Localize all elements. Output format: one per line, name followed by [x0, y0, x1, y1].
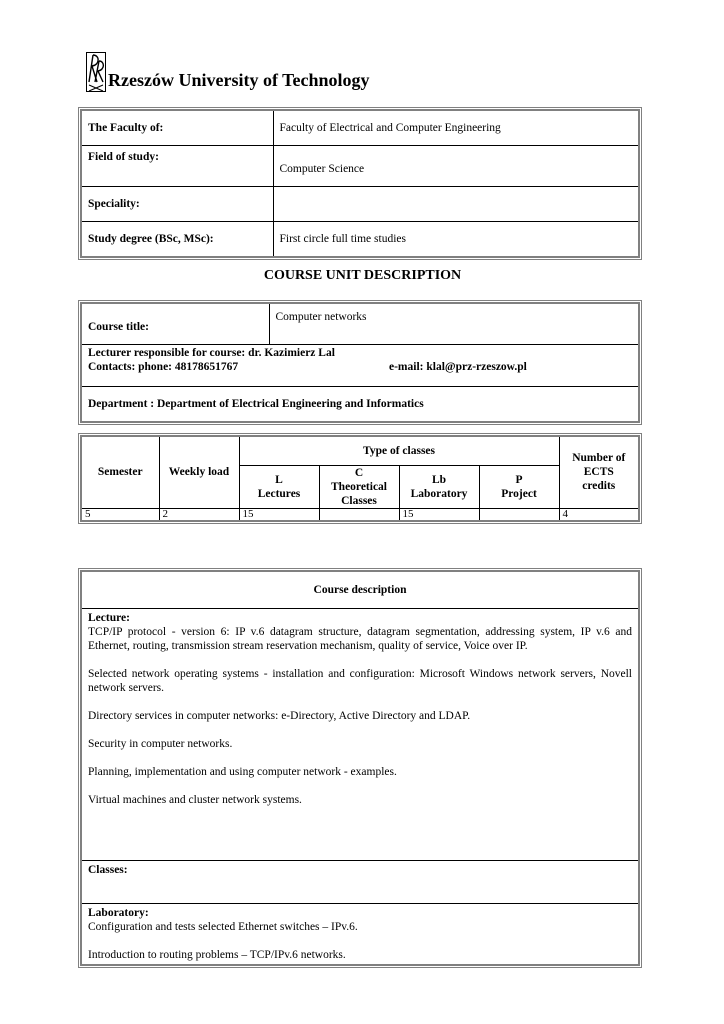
- section-title: COURSE UNIT DESCRIPTION: [263, 268, 462, 283]
- lecturer-row: [81, 345, 639, 387]
- speciality-value: [273, 187, 639, 222]
- lecturer-line: Lecturer responsible for course: dr. Kazimierz Lal: [88, 347, 335, 359]
- university-logo-icon: [86, 52, 106, 92]
- lecture-paragraph: Virtual machines and cluster network systems.: [88, 794, 302, 806]
- department-line: Department : Department of Electrical Engineering and Informatics: [81, 387, 639, 423]
- field-value: Computer Science: [273, 146, 639, 187]
- lecture-paragraph: Planning, implementation and using computer network - examples.: [88, 766, 397, 778]
- lecture-cell: [81, 609, 639, 861]
- classes-header-row-1: [81, 436, 639, 465]
- laboratory-label: Laboratory:: [88, 907, 149, 919]
- email-line: e-mail: klal@prz-rzeszow.pl: [389, 361, 527, 373]
- classes-table: [80, 435, 640, 522]
- classes-row: [81, 861, 639, 904]
- classes-label: Classes:: [81, 861, 639, 904]
- course-description-table: [80, 570, 640, 966]
- project-header: P Project: [479, 465, 559, 508]
- semester-value: 5: [81, 508, 159, 521]
- theoretical-classes-value: [319, 508, 399, 521]
- lecture-paragraph: Directory services in computer networks: e-Directory, Active Directory and LDAP.: [88, 710, 471, 722]
- contacts-line-wrap: [88, 360, 632, 374]
- field-label: Field of study:: [81, 146, 273, 187]
- course-title-row: [81, 303, 639, 345]
- faculty-info-table: [80, 109, 640, 258]
- degree-row: [81, 222, 639, 258]
- faculty-value: Faculty of Electrical and Computer Engineering: [273, 110, 639, 146]
- semester-header: Semester: [81, 436, 159, 508]
- course-info-table: [80, 302, 640, 423]
- lecture-row: [81, 609, 639, 861]
- theoretical-classes-header: C Theoretical Classes: [319, 465, 399, 508]
- description-header: Course description: [81, 571, 639, 609]
- faculty-label: The Faculty of:: [81, 110, 273, 146]
- laboratory-row: [81, 904, 639, 966]
- weekly-load-value: 2: [159, 508, 239, 521]
- faculty-row: [81, 110, 639, 146]
- ects-value: 4: [559, 508, 639, 521]
- lectures-header: L Lectures: [239, 465, 319, 508]
- course-title-value: Computer networks: [269, 303, 639, 345]
- description-header-row: [81, 571, 639, 609]
- laboratory-paragraph: Introduction to routing problems – TCP/IPv.6 networks.: [88, 949, 346, 961]
- course-title-label: Course title:: [81, 303, 269, 345]
- degree-label: Study degree (BSc, MSc):: [81, 222, 273, 258]
- speciality-row: [81, 187, 639, 222]
- speciality-label: Speciality:: [81, 187, 273, 222]
- page-header: [86, 48, 369, 92]
- lecture-paragraph: Selected network operating systems - installation and configuration: Microsoft Windows network servers, Novell network servers.: [88, 668, 632, 694]
- laboratory-header: Lb Laboratory: [399, 465, 479, 508]
- lecture-label: Lecture:: [88, 612, 130, 624]
- lecturer-cell: [81, 345, 639, 387]
- ects-header: Number of ECTS credits: [559, 436, 639, 508]
- field-row: [81, 146, 639, 187]
- department-row: [81, 387, 639, 423]
- weekly-load-header: Weekly load: [159, 436, 239, 508]
- classes-values-row: [81, 508, 639, 521]
- contacts-line: Contacts: phone: 48178651767: [88, 361, 239, 373]
- university-name: Rzeszów University of Technology: [108, 70, 370, 90]
- laboratory-cell: [81, 904, 639, 966]
- laboratory-value: 15: [399, 508, 479, 521]
- project-value: [479, 508, 559, 521]
- laboratory-paragraph: Configuration and tests selected Ethernet switches – IPv.6.: [88, 921, 358, 933]
- lecture-paragraph: TCP/IP protocol - version 6: IP v.6 datagram structure, datagram segmentation, addressing system, IP v.6 and Ethernet, routing, transmission stream reservation mechanism, quality of service, Voice over IP.: [88, 626, 632, 652]
- lectures-value: 15: [239, 508, 319, 521]
- type-of-classes-header: Type of classes: [239, 436, 559, 465]
- lecture-paragraph: Security in computer networks.: [88, 738, 233, 750]
- degree-value: First circle full time studies: [273, 222, 639, 258]
